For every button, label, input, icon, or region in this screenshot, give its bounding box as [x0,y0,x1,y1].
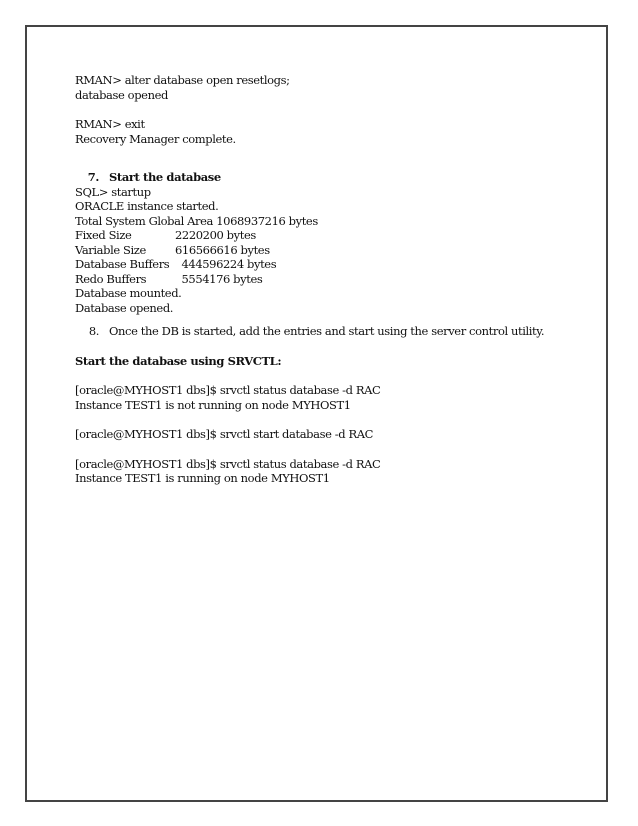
step-8-number: 8. [88,324,99,338]
step-8-text: Once the DB is started, add the entries and start using the server control utility. [109,324,545,338]
db-opened: Database opened. [75,300,174,315]
step-7-number: 7. [87,170,99,184]
document-body [75,73,585,486]
sga-label: Variable Size [75,242,146,257]
sga-row [75,228,585,243]
srvctl-heading: Start the database using SRVCTL: [75,353,282,368]
sga-label: Database Buffers [75,257,170,271]
sga-row [75,257,585,272]
rman-exit-command: RMAN> exit [75,117,145,131]
step-7-heading [75,170,585,185]
srvctl-status-output: Instance TEST1 is not running on node MYHOST1 [75,397,351,412]
step-7-title: Start the database [109,170,221,184]
rman-command: RMAN> alter database open resetlogs; [75,73,290,87]
startup-output-1: ORACLE instance started. [75,199,219,213]
srvctl-start-command: [oracle@MYHOST1 dbs]$ srvctl start database -d RAC [75,427,374,441]
srvctl-status-command-2: [oracle@MYHOST1 dbs]$ srvctl status database -d RAC [75,456,381,471]
sga-value: 444596224 bytes [175,257,277,271]
db-mounted: Database mounted. [75,286,182,300]
sga-row [75,272,585,287]
startup-output-2: Total System Global Area 1068937216 bytes [75,213,318,228]
sga-label: Fixed Size [75,228,132,242]
sga-value: 2220200 bytes [175,228,256,242]
srvctl-status-command: [oracle@MYHOST1 dbs]$ srvctl status database -d RAC [75,383,381,397]
sga-row [75,243,585,258]
startup-command: SQL> startup [75,184,151,199]
step-8 [75,324,585,339]
srvctl-status-output-2: Instance TEST1 is running on node MYHOST1 [75,471,330,485]
sga-label: Redo Buffers [75,271,147,286]
sga-value: 5554176 bytes [175,271,263,286]
rman-output: database opened [75,87,168,102]
rman-exit-output: Recovery Manager complete. [75,131,236,146]
sga-value: 616566616 bytes [175,242,270,257]
